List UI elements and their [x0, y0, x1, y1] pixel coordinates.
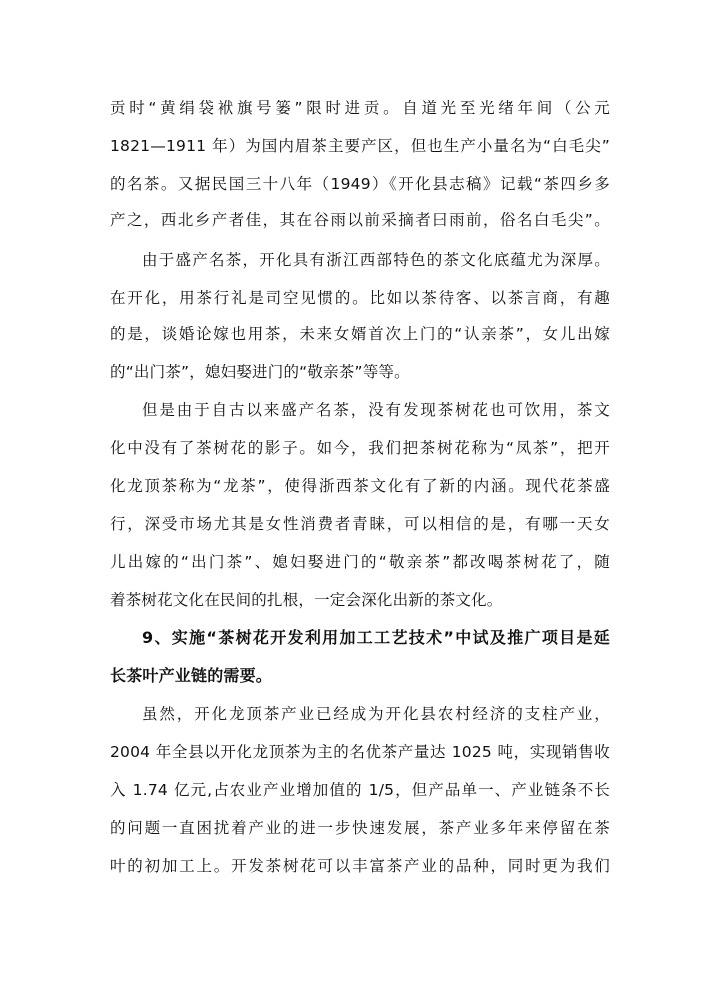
text-line: 1821—1911 年）为国内眉茶主要产区，但也生产小量名为“白毛尖”	[110, 137, 610, 155]
text-line: 的名茶。又据民国三十八年（1949）《开化县志稿》记载“茶四乡多	[110, 175, 610, 193]
paragraph-first-line: 虽然，开化龙顶茶产业已经成为开化县农村经济的支柱产业，	[142, 705, 610, 723]
paragraph-first-line: 由于盛产名茶，开化具有浙江西部特色的茶文化底蕴尤为深厚。	[142, 251, 610, 269]
section-heading-continued: 长茶叶产业链的需要。	[110, 666, 273, 685]
text-line: 叶的初加工上。开发茶树花可以丰富茶产业的品种，同时更为我们	[110, 857, 610, 875]
text-line: 的是，谈婚论嫁也用茶，未来女婿首次上门的“认亲茶”，女儿出嫁	[110, 325, 610, 343]
text-line: 化中没有了茶树花的影子。如今，我们把茶树花称为“凤茶”，把开	[110, 439, 610, 457]
text-line: 贡时“黄绢袋袱旗号篓”限时进贡。自道光至光绪年间（公元	[110, 99, 610, 117]
text-line: 着茶树花文化在民间的扎根，一定会深化出新的茶文化。	[110, 591, 503, 609]
text-line: 在开化，用茶行礼是司空见惯的。比如以茶待客、以茶言商，有趣	[110, 289, 610, 307]
text-line: 2004 年全县以开化龙顶茶为主的名优茶产量达 1025 吨，实现销售收	[110, 743, 610, 761]
text-line: 入 1.74 亿元,占农业产业增加值的 1/5，但产品单一、产业链条不长	[110, 781, 610, 799]
text-line: 儿出嫁的“出门茶”、媳妇娶进门的“敬亲茶”都改喝茶树花了，随	[110, 553, 610, 571]
text-line: 行，深受市场尤其是女性消费者青睐，可以相信的是，有哪一天女	[110, 515, 610, 533]
paragraph-first-line: 但是由于自古以来盛产名茶，没有发现茶树花也可饮用，茶文	[142, 401, 610, 419]
section-heading: 9、实施“茶树花开发利用加工工艺技术”中试及推广项目是延	[142, 628, 610, 647]
text-line: 的“出门茶”，媳妇娶进门的“敬亲茶”等等。	[110, 363, 410, 381]
text-line: 产之，西北乡产者佳，其在谷雨以前采摘者曰雨前，俗名白毛尖”。	[110, 211, 610, 229]
text-line: 的问题一直困扰着产业的进一步快速发展，茶产业多年来停留在茶	[110, 819, 610, 837]
text-line: 化龙顶茶称为“龙茶”，使得浙西茶文化有了新的内涵。现代花茶盛	[110, 477, 610, 495]
